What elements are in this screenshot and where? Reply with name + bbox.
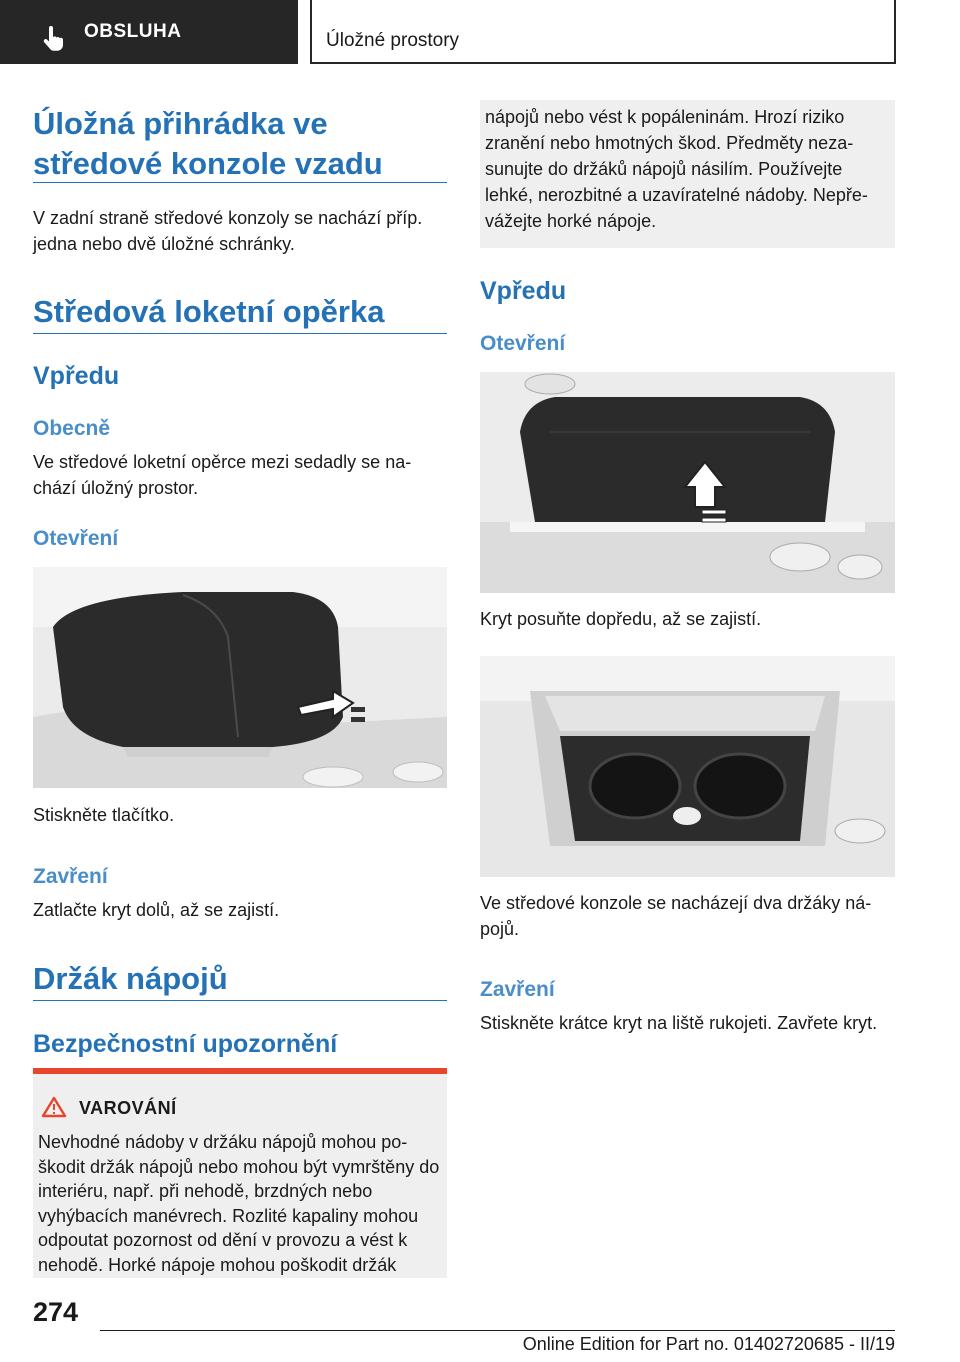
heading-rear-console-storage: Úložná přihrádka ve středové konzole vzadu <box>33 106 383 181</box>
warning-triangle-icon <box>41 1096 67 1118</box>
paragraph-press-button: Stiskněte tlačítko. <box>33 805 175 825</box>
cupholders-image <box>480 656 895 877</box>
heading-rule <box>33 182 447 183</box>
paragraph-close-cover: Stiskněte krátce kryt na liště rukojeti. Zavřete kryt. <box>480 1013 878 1033</box>
paragraph-storage: V zadní straně středové konzoly se nachází příp. jedna nebo dvě úložné schránky. <box>33 208 423 254</box>
warning-text-continued: nápojů nebo vést k popáleninám. Hrozí riziko zranění nebo hmotných škod. Předměty nezasunujte do držáků nápojů násilím. Používejte lehké, nerozbitné a uzavíratelné nádoby. Nepřevážejte horké nápoje. <box>485 107 868 231</box>
paragraph-general: Ve středové loketní opěrce mezi sedadly se nachází úložný prostor. <box>33 452 412 498</box>
warning-text: Nevhodné nádoby v držáku nápojů mohou poškodit držák nápojů nebo mohou být vymrštěny do interiéru, např. při nehodě, brzdných nebo vyhýbacích manévrech. Rozlité kapaliny mohou odpoutat pozornost od dění v provozu a vést k nehodě. Horké nápoje mohou poškodit držák <box>38 1132 440 1275</box>
heading-open: Otevření <box>33 527 119 550</box>
armrest-image <box>33 567 447 788</box>
heading-close: Zavření <box>33 865 108 888</box>
heading-armrest: Středová loketní opěrka <box>33 294 385 329</box>
heading-rule <box>33 1000 447 1001</box>
heading-rule <box>33 333 447 334</box>
section-label: OBSLUHA <box>84 21 182 42</box>
heading-general: Obecně <box>33 417 111 440</box>
heading-front: Vpředu <box>480 277 567 305</box>
paragraph-two-cupholders: Ve středové konzole se nacházejí dva držáky nápojů. <box>480 893 872 939</box>
section-tab <box>0 0 298 64</box>
heading-front: Vpředu <box>33 362 120 390</box>
chapter-header <box>310 0 896 64</box>
footer-rule <box>100 1330 895 1331</box>
heading-open: Otevření <box>480 332 566 355</box>
cupholder-cover-image <box>480 372 895 593</box>
heading-safety: Bezpečnostní upozornění <box>33 1030 338 1058</box>
paragraph-close: Zatlačte kryt dolů, až se zajistí. <box>33 900 280 920</box>
footer-edition: Online Edition for Part no. 01402720685 - II/19 <box>522 1334 895 1354</box>
paragraph-slide-cover: Kryt posuňte dopředu, až se zajistí. <box>480 609 762 629</box>
hand-pointer-icon <box>42 26 66 52</box>
heading-close: Zavření <box>480 978 555 1001</box>
chapter-label: Úložné prostory <box>326 30 460 51</box>
warning-title: VAROVÁNÍ <box>79 1098 177 1118</box>
heading-cupholder: Držák nápojů <box>33 961 228 996</box>
page-number: 274 <box>33 1297 79 1327</box>
